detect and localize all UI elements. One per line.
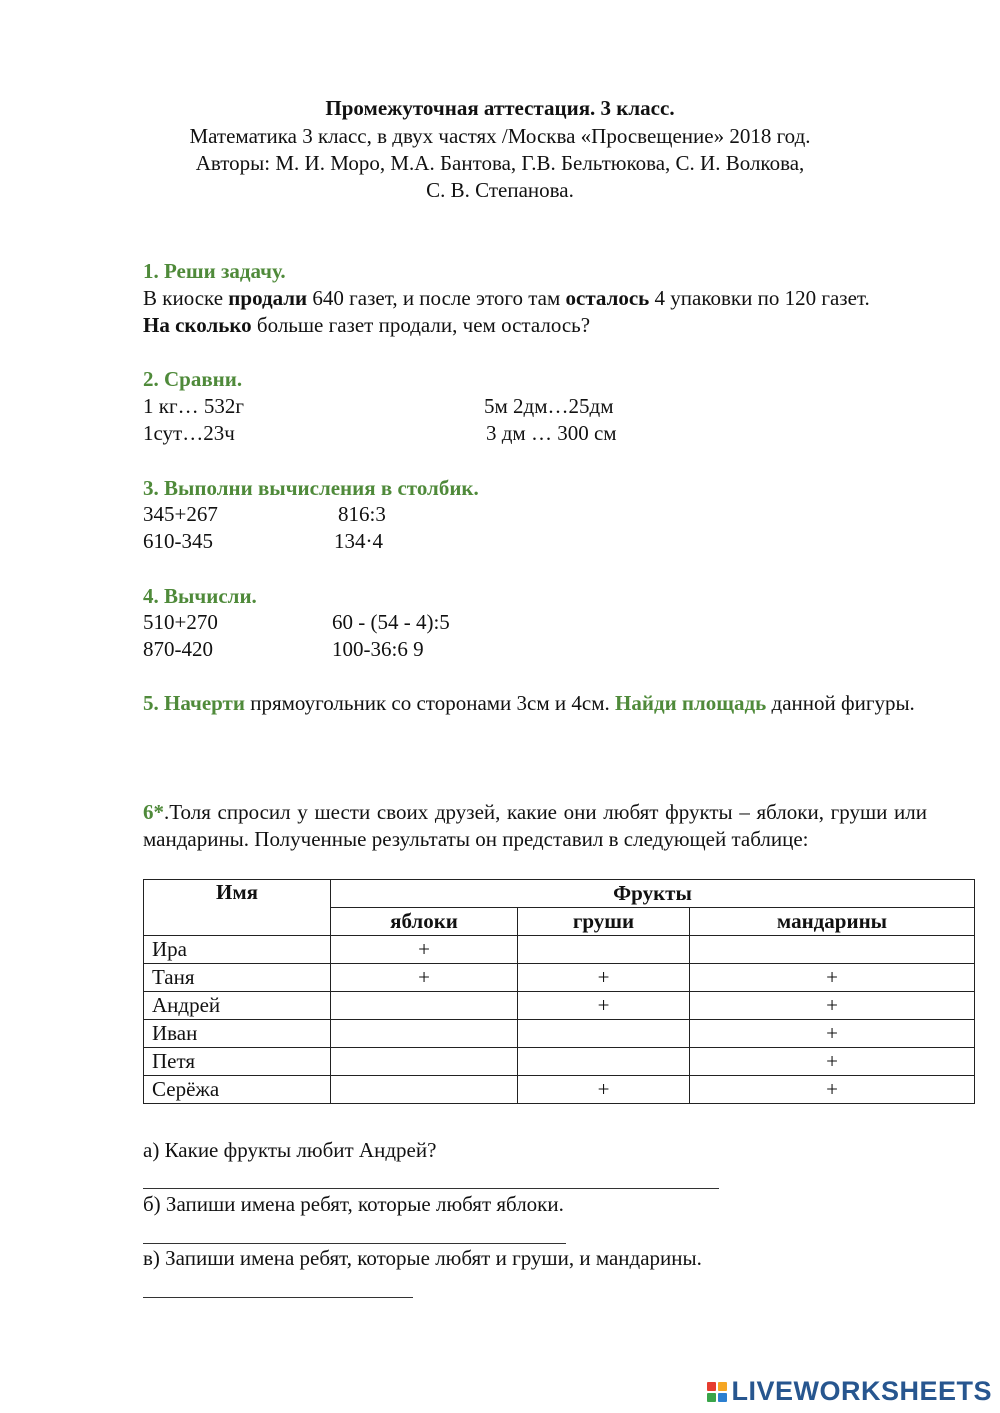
cell-pears: + xyxy=(518,964,690,992)
header-book-line: Математика 3 класс, в двух частях /Москва «Просвещение» 2018 год. xyxy=(189,124,811,148)
col-pears-header: груши xyxy=(518,908,690,936)
logo-square-4 xyxy=(718,1393,727,1402)
cell-pears: + xyxy=(518,1076,690,1104)
row-name: Серёжа xyxy=(144,1076,331,1104)
col-tangerines-header: мандарины xyxy=(690,908,975,936)
task4-item-a: 510+270 xyxy=(143,610,218,634)
row-name: Ира xyxy=(144,936,331,964)
cell-tangerines: + xyxy=(690,964,975,992)
fruits-table xyxy=(143,879,975,1104)
header-authors-line-2: С. В. Степанова. xyxy=(426,178,574,202)
row-name: Иван xyxy=(144,1020,331,1048)
table-row xyxy=(144,1076,975,1104)
col-apples-header: яблоки xyxy=(331,908,518,936)
task2-heading: 2. Сравни. xyxy=(143,367,243,391)
task4-item-b: 60 - (54 - 4):5 xyxy=(332,610,450,634)
cell-tangerines: + xyxy=(690,1020,975,1048)
cell-pears xyxy=(518,1020,690,1048)
row-name: Петя xyxy=(144,1048,331,1076)
cell-tangerines: + xyxy=(690,1076,975,1104)
cell-apples xyxy=(331,1020,518,1048)
cell-pears: + xyxy=(518,992,690,1020)
table-row xyxy=(144,1020,975,1048)
logo-square-3 xyxy=(707,1393,716,1402)
task6-text: 6*.Толя спросил у шести своих друзей, какие они любят фрукты – яблоки, груши или мандарины. Полученные результаты он представил в следующей таблице: xyxy=(143,800,927,851)
cell-apples xyxy=(331,1076,518,1104)
logo-text: LIVEWORKSHEETS xyxy=(731,1376,992,1406)
task3-item-a: 345+267 xyxy=(143,502,218,526)
cell-apples xyxy=(331,1048,518,1076)
question-c: в) Запиши имена ребят, которые любят и груши, и мандарины. xyxy=(143,1246,702,1270)
task3-heading: 3. Выполни вычисления в столбик. xyxy=(143,476,479,500)
cell-apples: + xyxy=(331,936,518,964)
task2-item-b: 5м 2дм…25дм xyxy=(484,394,614,418)
cell-pears xyxy=(518,1048,690,1076)
answer-line-a[interactable] xyxy=(143,1188,719,1189)
task3-item-b: 816:3 xyxy=(338,502,386,526)
task3-item-c: 610-345 xyxy=(143,529,213,553)
logo-mark-icon xyxy=(707,1382,727,1402)
task4-heading: 4. Вычисли. xyxy=(143,584,257,608)
task2-item-d: 3 дм … 300 см xyxy=(486,421,617,445)
page-title: Промежуточная аттестация. 3 класс. xyxy=(325,96,675,120)
task2-item-a: 1 кг… 532г xyxy=(143,394,244,418)
question-a: а) Какие фрукты любит Андрей? xyxy=(143,1138,437,1162)
task1-heading: 1. Реши задачу. xyxy=(143,259,286,283)
answer-line-c[interactable] xyxy=(143,1297,413,1298)
table-row xyxy=(144,1048,975,1076)
table-row xyxy=(144,992,975,1020)
task3-item-d: 134·4 xyxy=(334,529,383,553)
task4-item-c: 870-420 xyxy=(143,637,213,661)
row-name: Таня xyxy=(144,964,331,992)
answer-line-b[interactable] xyxy=(143,1243,566,1244)
row-name: Андрей xyxy=(144,992,331,1020)
question-b: б) Запиши имена ребят, которые любят яблоки. xyxy=(143,1192,564,1216)
cell-apples xyxy=(331,992,518,1020)
logo-square-2 xyxy=(718,1382,727,1391)
col-fruits-header: Фрукты xyxy=(331,880,975,908)
cell-tangerines xyxy=(690,936,975,964)
header-authors-line: Авторы: М. И. Моро, М.А. Бантова, Г.В. Бельтюкова, С. И. Волкова, xyxy=(195,151,805,175)
task5-text: 5. Начерти прямоугольник со сторонами 3см и 4см. Найди площадь данной фигуры. xyxy=(143,691,915,715)
cell-pears xyxy=(518,936,690,964)
task2-item-c: 1сут…23ч xyxy=(143,421,235,445)
table-row xyxy=(144,964,975,992)
task1-text: В киоске продали 640 газет, и после этого там осталось 4 упаковки по 120 газет. На сколько больше газет продали, чем осталось? xyxy=(143,286,870,337)
logo-square-1 xyxy=(707,1382,716,1391)
task4-item-d: 100-36:6 9 xyxy=(332,637,424,661)
cell-tangerines: + xyxy=(690,992,975,1020)
liveworksheets-logo xyxy=(707,1376,992,1407)
col-name-header: Имя xyxy=(144,880,331,936)
cell-tangerines: + xyxy=(690,1048,975,1076)
cell-apples: + xyxy=(331,964,518,992)
table-row xyxy=(144,936,975,964)
